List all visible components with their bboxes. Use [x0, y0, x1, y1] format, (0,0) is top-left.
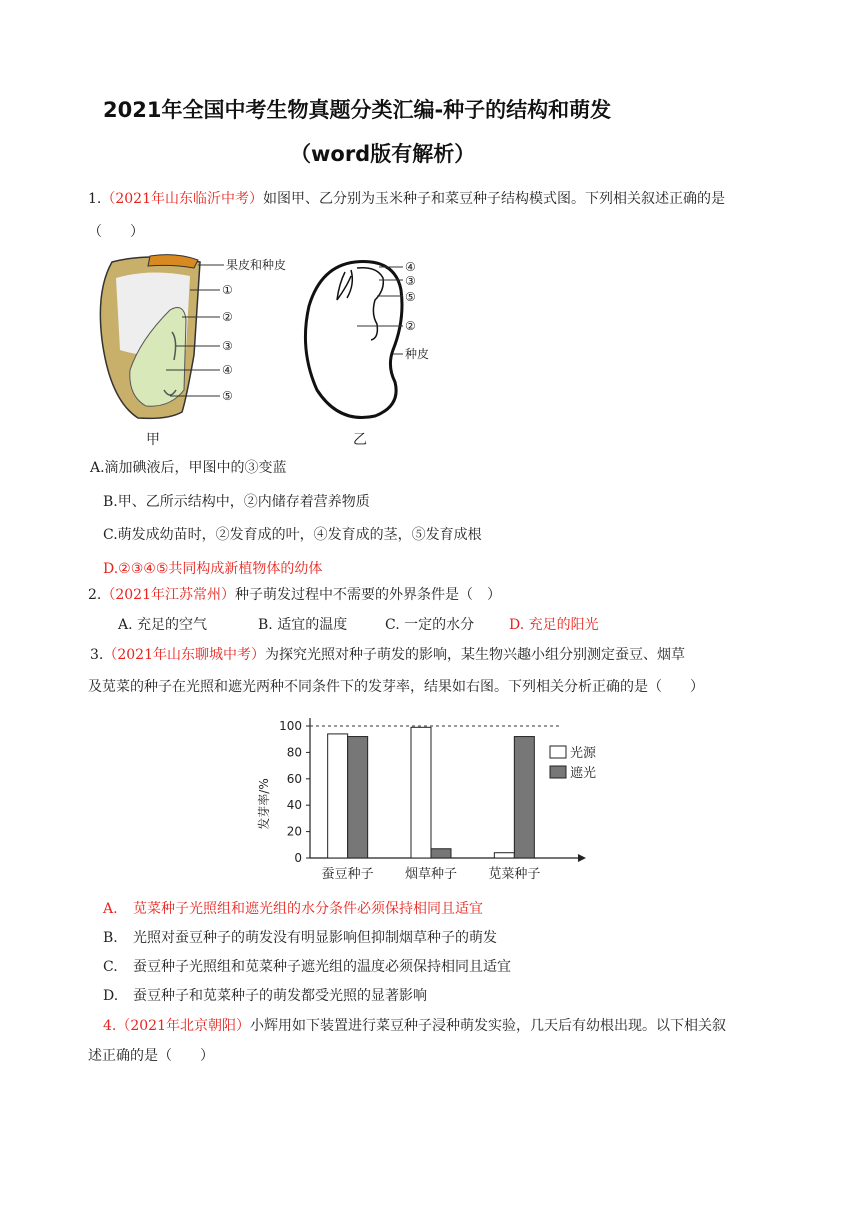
bean-label: 种皮	[405, 347, 430, 361]
bean-label: ②	[405, 319, 416, 333]
bar	[328, 734, 348, 858]
y-tick-label: 100	[279, 719, 302, 733]
bean-label: ④	[405, 260, 416, 274]
corn-label: ③	[222, 339, 233, 353]
q3-stem-line	[90, 645, 685, 665]
q2-stem: 种子萌发过程中不需要的外界条件是（ ）	[235, 587, 501, 603]
page-title: 2021年全国中考生物真题分类汇编-种子的结构和萌发	[103, 98, 612, 122]
q1-option-a: A.滴加碘液后，甲图中的③变蓝	[90, 460, 287, 476]
page-subtitle: （word版有解析）	[290, 142, 476, 166]
q1-number: 1.	[88, 191, 102, 207]
q4-stem2: 述正确的是（ ）	[88, 1048, 214, 1064]
q4-source: （2021年北京朝阳）	[116, 1018, 250, 1034]
corn-seed-figure	[90, 250, 305, 450]
x-axis-arrow	[578, 854, 586, 862]
y-tick-label: 80	[286, 745, 302, 760]
corn-label: ②	[222, 310, 233, 324]
germination-chart	[250, 708, 630, 888]
legend-label: 遮光	[570, 766, 597, 781]
x-tick-label: 烟草种子	[404, 867, 458, 882]
q1-stem-line	[88, 189, 725, 209]
q3-option-c	[103, 957, 511, 977]
q3-option-a-text: 苋菜种子光照组和遮光组的水分条件必须保持相同且适宜	[133, 901, 483, 917]
q1-option-c: C.萌发成幼苗时，②发育成的叶，④发育成的茎，⑤发育成根	[103, 527, 482, 543]
q3-option-b	[103, 928, 497, 948]
q2-option-b: B. 适宜的温度	[258, 617, 348, 633]
legend-label: 光源	[570, 746, 597, 761]
q2-source: （2021年江苏常州）	[101, 587, 235, 603]
q3-option-b-text: 光照对蚕豆种子的萌发没有明显影响但抑制烟草种子的萌发	[133, 930, 497, 946]
chart-y-label: 发芽率/%	[257, 778, 271, 830]
y-tick-label: 40	[286, 798, 302, 813]
q1-source: （2021年山东临沂中考）	[101, 191, 263, 207]
q3-option-b-letter: B.	[103, 930, 118, 946]
q1-blank: （ ）	[88, 224, 144, 240]
corn-label: 果皮和种皮	[226, 258, 287, 272]
q3-number: 3.	[90, 647, 104, 663]
q2-option-d: D. 充足的阳光	[509, 617, 599, 633]
q3-option-a-letter: A.	[103, 901, 118, 917]
q3-option-d-text: 蚕豆种子和苋菜种子的萌发都受光照的显著影响	[133, 988, 427, 1004]
q1-option-d: D.②③④⑤共同构成新植物体的幼体	[103, 561, 323, 577]
bar	[348, 737, 368, 858]
q3-stem1: 为探究光照对种子萌发的影响，某生物兴趣小组分别测定蚕豆、烟草	[265, 647, 685, 663]
q3-option-a	[103, 899, 483, 919]
bean-caption: 乙	[353, 432, 367, 448]
q3-option-d-letter: D.	[103, 988, 119, 1004]
y-tick-label: 60	[286, 771, 302, 786]
q2-option-a: A. 充足的空气	[118, 617, 208, 633]
q2-stem-line	[88, 585, 501, 605]
q3-option-c-letter: C.	[103, 959, 118, 975]
corn-caption: 甲	[146, 432, 160, 448]
bar	[411, 727, 431, 858]
legend-swatch	[550, 766, 566, 778]
q2-number: 2.	[88, 587, 102, 603]
bean-seed-figure	[295, 250, 455, 450]
corn-label: ④	[222, 363, 233, 377]
q3-source: （2021年山东聊城中考）	[103, 647, 265, 663]
q1-stem: 如图甲、乙分别为玉米种子和菜豆种子结构模式图。下列相关叙述正确的是	[263, 191, 725, 207]
y-tick-label: 0	[294, 851, 302, 865]
corn-label: ①	[222, 283, 233, 297]
y-tick-label: 20	[286, 824, 302, 839]
q3-option-c-text: 蚕豆种子光照组和苋菜种子遮光组的温度必须保持相同且适宜	[133, 959, 511, 975]
bar	[514, 737, 534, 858]
corn-label: ⑤	[222, 389, 233, 403]
x-tick-label: 蚕豆种子	[321, 867, 374, 882]
q4-stem1: 小辉用如下装置进行菜豆种子浸种萌发实验，几天后有幼根出现。以下相关叙	[250, 1018, 726, 1034]
bean-label: ③	[405, 274, 416, 288]
q4-stem-line	[103, 1016, 726, 1036]
q1-option-b: B.甲、乙所示结构中，②内储存着营养物质	[103, 494, 370, 510]
x-tick-label: 苋菜种子	[488, 867, 541, 882]
q4-number: 4.	[103, 1018, 117, 1034]
legend-swatch	[550, 746, 566, 758]
bar	[494, 853, 514, 858]
q3-stem2: 及苋菜的种子在光照和遮光两种不同条件下的发芽率，结果如右图。下列相关分析正确的是（ ）	[88, 679, 704, 695]
bar	[431, 849, 451, 858]
q2-option-c: C. 一定的水分	[385, 617, 475, 633]
bean-label: ⑤	[405, 290, 416, 304]
q3-option-d	[103, 986, 427, 1006]
